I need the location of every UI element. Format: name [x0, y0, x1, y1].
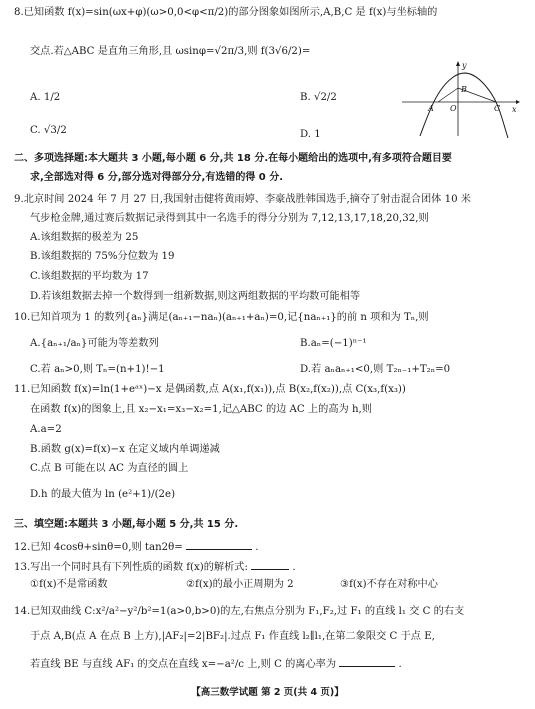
q8-option-c: C. √3/2	[30, 125, 67, 136]
q10-option-a: A.{aₙ₊₁/aₙ}可能为等差数列	[30, 338, 159, 349]
q13-answer-blank[interactable]	[251, 559, 289, 570]
q14-end: .	[398, 659, 402, 670]
q11-option-d: D.h 的最大值为 ln (e²+1)/(2e)	[30, 489, 176, 500]
section3-title: 三、填空题:本题共 3 小题,每小题 5 分,共 15 分.	[14, 519, 239, 530]
section2-title-line1: 二、多项选择题:本大题共 3 小题,每小题 6 分,共 18 分.在每小题给出的选项中,有多项符合题目要	[14, 153, 452, 164]
q12-stem: 12.已知 4cosθ+sinθ=0,则 tan2θ=	[14, 542, 183, 553]
q8-stem-line2: 交点.若△ABC 是直角三角形,且 ωsinφ=√2π/3,则 f(3√6/2)=	[30, 46, 311, 57]
q13-property-3: ③f(x)不存在对称中心	[340, 579, 438, 590]
q9-option-d: D.若该组数据去掉一个数得到一组新数据,则这两组数据的平均数可能相等	[30, 291, 361, 302]
point-b-label: B	[461, 85, 467, 94]
q10-option-d: D.若 aₙaₙ₊₁<0,则 T₂ₙ₋₁+T₂ₙ=0	[300, 364, 451, 375]
point-c-label: C	[494, 104, 501, 113]
q10-option-b: B.aₙ=(−1)ⁿ⁻¹	[300, 338, 367, 349]
q13-end: .	[292, 562, 296, 573]
q11-option-a: A.a=2	[30, 424, 62, 435]
point-a-label: A	[428, 104, 434, 113]
section2-title-line2: 求,全部选对得 6 分,部分选对得部分分,有选错的得 0 分.	[30, 172, 284, 183]
q11-option-b: B.函数 g(x)=f(x)−x 在定义域内单调递减	[30, 444, 220, 455]
q11-option-c: C.点 B 可能在以 AC 为直径的圆上	[30, 463, 189, 474]
q10-stem: 10.已知首项为 1 的数列{aₙ}满足(aₙ₊₁−naₙ)(aₙ₊₁+aₙ)=0,记{naₙ₊₁}的前 n 项和为 Tₙ,则	[14, 312, 429, 323]
q13-stem: 13.写出一个同时具有下列性质的函数 f(x)的解析式:	[14, 562, 248, 573]
q9-stem-line1: 9.北京时间 2024 年 7 月 27 日,我国射击健将黄雨婷、李豪战胜韩国选手,摘夺了射击混合团体 10 米	[14, 194, 471, 205]
page-footer: 【高三数学试题 第 2 页(共 4 页)】	[191, 687, 344, 698]
q12-line	[14, 539, 259, 554]
q12-answer-blank[interactable]	[186, 539, 252, 550]
x-axis-label: x	[512, 105, 517, 114]
q12-end: .	[255, 542, 259, 553]
origin-label: O	[450, 104, 457, 113]
q9-option-c: C.该组数据的平均数为 17	[30, 271, 149, 282]
q8-option-a: A. 1/2	[30, 92, 61, 103]
q14-line3	[30, 656, 402, 671]
q10-option-c: C.若 aₙ>0,则 Tₙ=(n+1)!−1	[30, 364, 165, 375]
q11-stem-line2: 在函数 f(x)的图象上,且 x₂−x₁=x₃−x₂=1,记△ABC 的边 AC 上的高为 h,则	[30, 404, 372, 415]
q8-option-b: B. √2/2	[300, 92, 337, 103]
q8-stem-line1: 8.已知函数 f(x)=sin(ωx+φ)(ω>0,0<φ<π/2)的部分图象如图所示,A,B,C 是 f(x)与坐标轴的	[14, 7, 438, 18]
q11-stem-line1: 11.已知函数 f(x)=ln(1+eᵃˣ)−x 是偶函数,点 A(x₁,f(x₁)),点 B(x₂,f(x₂)),点 C(x₃,f(x₃))	[14, 384, 406, 395]
q8-function-graph	[400, 60, 520, 140]
q13-line	[14, 559, 296, 574]
q8-option-d: D. 1	[300, 129, 321, 140]
q9-option-a: A.该组数据的极差为 25	[30, 232, 139, 243]
q14-stem-line1: 14.已知双曲线 C:x²/a²−y²/b²=1(a>0,b>0)的左,右焦点分别为 F₁,F₂,过 F₁ 的直线 l₁ 交 C 的右支	[14, 606, 465, 617]
q14-answer-blank[interactable]	[339, 656, 395, 667]
x-axis-arrow	[516, 100, 520, 104]
q13-property-1: ①f(x)不是常函数	[30, 579, 108, 590]
q9-stem-line2: 气步枪金牌,通过赛后数据记录得到其中一名选手的得分分别为 7,12,13,17,18,20,32,则	[30, 213, 429, 224]
y-axis-label: y	[462, 61, 467, 70]
q13-property-2: ②f(x)的最小正周期为 2	[186, 579, 294, 590]
y-axis-arrow	[456, 61, 460, 66]
q14-stem-line3: 若直线 BE 与直线 AF₁ 的交点在直线 x=−a²/c 上,则 C 的离心率为	[30, 659, 337, 670]
q9-option-b: B.该组数据的 75%分位数为 19	[30, 251, 175, 262]
q14-stem-line2: 于点 A,B(点 A 在点 B 上方),|AF₂|=2|BF₂|.过点 F₁ 作直线 l₂∥l₁,在第二象限交 C 于点 E,	[30, 631, 435, 642]
